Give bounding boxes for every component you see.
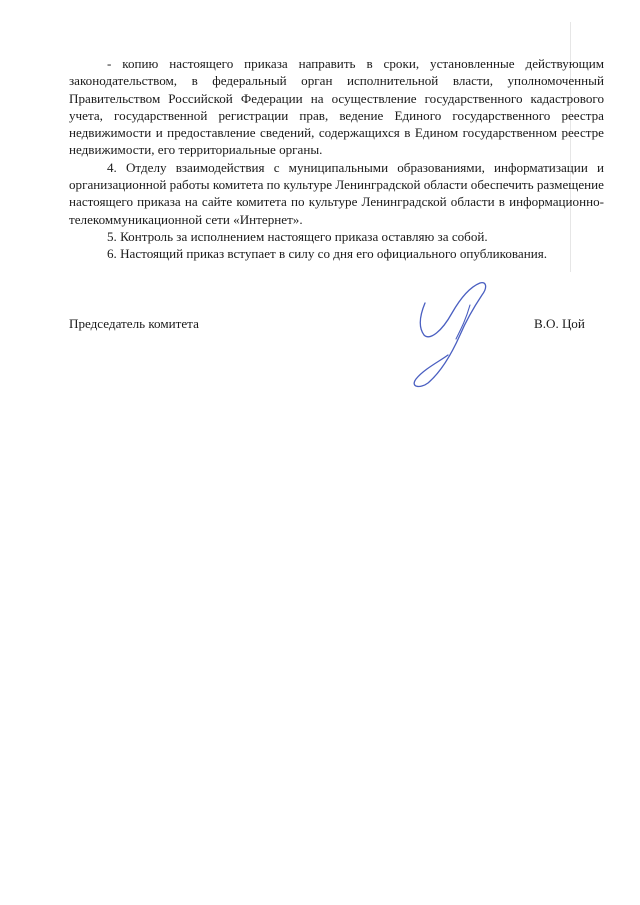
signer-name: В.О. Цой <box>534 316 585 331</box>
document-body <box>69 55 604 263</box>
paragraph-item-5: 5. Контроль за исполнением настоящего приказа оставляю за собой. <box>107 228 488 244</box>
handwritten-signature <box>390 275 500 395</box>
paragraph-item-4: 4. Отделу взаимодействия с муниципальными образованиями, информатизации и организационной работы комитета по культуре Ленинградской области обеспечить размещение настоящего приказа на сайте комитета по культуре Ленинградской области в информационно-телекоммуникационной сети «Интернет». <box>69 159 604 227</box>
paragraph-copy-order: - копию настоящего приказа направить в сроки, установленные действующим законодательством, в федеральный орган исполнительной власти, уполномоченный Правительством Российской Федерации на осуществление государственного кадастрового учета, государственной регистрации прав, ведение Единого государственного реестра недвижимости и предоставление сведений, содержащихся в Едином государственном реестре недвижимости, его территориальные органы. <box>69 56 604 158</box>
signer-title: Председатель комитета <box>69 316 199 331</box>
paragraph-item-6: 6. Настоящий приказ вступает в силу со дня его официального опубликования. <box>107 246 548 262</box>
